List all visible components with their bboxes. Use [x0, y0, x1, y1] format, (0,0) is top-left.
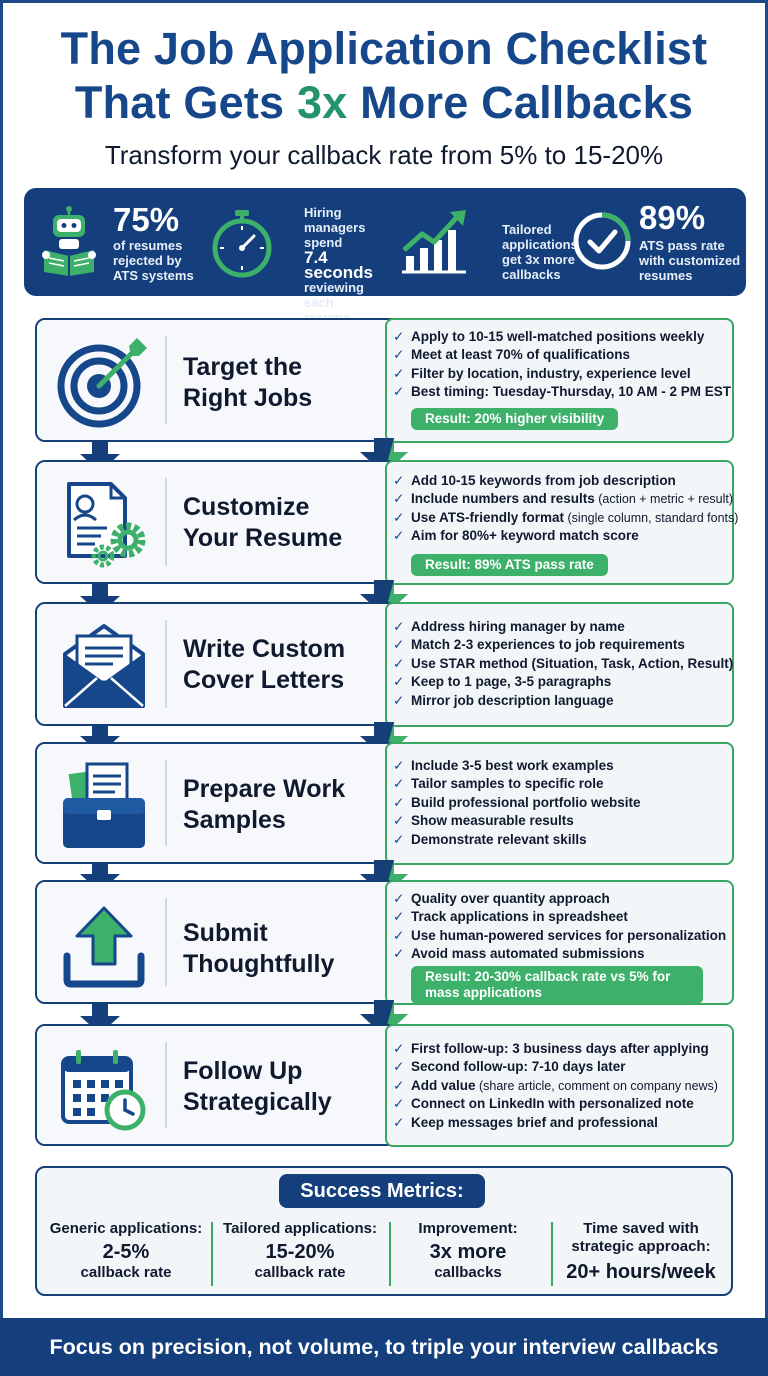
step-title: Follow Up Strategically — [183, 1057, 332, 1116]
step-title: Prepare Work Samples — [183, 775, 346, 834]
page-subtitle: Transform your callback rate from 5% to 15-20% — [104, 140, 664, 170]
step-checklist-panel — [385, 460, 739, 585]
step-bullets — [393, 328, 732, 402]
step-title: Target the Right Jobs — [183, 353, 313, 412]
resume-gears-icon — [55, 476, 153, 572]
stat-review-time — [204, 188, 394, 310]
metric-separator — [211, 1222, 213, 1286]
list-item: ✓ Connect on LinkedIn with personalized note — [393, 1096, 694, 1112]
stat-label: Tailored applications get 3x more callbacks — [502, 222, 578, 282]
list-item: ✓ Track applications in spreadsheet — [393, 909, 628, 925]
envelope-icon — [61, 622, 147, 710]
stat-label: Hiring managers spend 7.4 seconds reviewing each — [304, 205, 373, 310]
step-card-target-jobs — [35, 318, 733, 442]
step-divider — [165, 760, 167, 846]
list-item: ✓ Best timing: Tuesday-Thursday, 10 AM - 2 PM EST — [393, 384, 732, 400]
step-checklist-panel — [385, 318, 734, 443]
step-card-customize-resume — [35, 460, 739, 584]
step-divider — [165, 620, 167, 708]
step-card-cover-letters — [35, 602, 733, 726]
stat-ats-pass — [569, 188, 746, 296]
list-item: ✓ First follow-up: 3 business days after applying — [393, 1040, 709, 1056]
stat-value: 75% — [113, 201, 180, 238]
list-item: ✓ Match 2-3 experiences to job requirements — [393, 637, 685, 653]
list-item: ✓ Avoid mass automated submissions — [393, 946, 645, 962]
list-item: ✓ Second follow-up: 7-10 days later — [393, 1059, 626, 1075]
step-checklist-panel — [385, 602, 734, 727]
list-item: ✓ Apply to 10-15 well-matched positions weekly — [393, 328, 705, 344]
target-icon — [55, 336, 149, 428]
step-bullets — [393, 472, 739, 546]
list-item: ✓ Add 10-15 keywords from job description — [393, 472, 676, 488]
list-item: ✓ Tailor samples to specific role — [393, 776, 604, 792]
list-item: ✓ Use STAR method (Situation, Task, Action, Result) — [393, 655, 734, 671]
footer-banner: Focus on precision, not volume, to triple your interview callbacks — [0, 1318, 768, 1376]
metric-improvement: Improvement: 3x more callbacks — [418, 1220, 518, 1281]
stat-value: 89% — [639, 199, 706, 236]
list-item: ✓ Include numbers and results (action + metric + result) — [393, 491, 734, 507]
list-item: ✓ Use human-powered services for personalization — [393, 927, 727, 943]
step-divider — [165, 1042, 167, 1128]
list-item: ✓ Show measurable results — [393, 813, 574, 829]
step-card-follow-up — [35, 1024, 733, 1146]
step-checklist-panel — [385, 1024, 734, 1147]
growth-chart-icon — [400, 208, 470, 276]
step-divider — [165, 478, 167, 566]
step-bullets — [393, 757, 724, 850]
metric-tailored: Tailored applications: 15-20% callback rate — [223, 1220, 377, 1281]
list-item: ✓ Keep to 1 page, 3-5 paragraphs — [393, 674, 612, 690]
result-badge: Result: 89% ATS pass rate — [411, 554, 608, 576]
metric-generic: Generic applications: 2-5% callback rate — [49, 1220, 203, 1281]
step-divider — [165, 336, 167, 424]
step-title: Submit Thoughtfully — [183, 919, 335, 978]
list-item: ✓ Meet at least 70% of qualifications — [393, 347, 631, 363]
step-title: Write Custom Cover Letters — [183, 635, 346, 694]
calendar-clock-icon — [59, 1046, 151, 1132]
stat-label: of resumes rejected by ATS systems — [113, 238, 194, 283]
briefcase-icon — [59, 758, 149, 852]
list-item: ✓ Mirror job description language — [393, 692, 614, 708]
stopwatch-icon — [210, 208, 274, 278]
stat-label: ATS pass rate with customized resumes — [639, 238, 741, 283]
list-item: ✓ Quality over quantity approach — [393, 890, 610, 906]
step-bullets — [393, 1040, 724, 1133]
step-title: Customize Your Resume — [183, 493, 343, 552]
upload-icon — [61, 904, 147, 988]
page-title-line2: That Gets 3x More Callbacks — [74, 77, 694, 128]
result-badge: Result: 20-30% callback rate vs 5% for mass applications — [411, 966, 703, 1004]
result-badge: Result: 20% higher visibility — [411, 408, 618, 430]
page-title-line1: The Job Application Checklist — [60, 23, 708, 74]
step-checklist-panel — [385, 880, 734, 1005]
robot-reading-icon — [40, 206, 98, 276]
list-item: ✓ Keep messages brief and professional — [393, 1114, 658, 1130]
check-circle-icon — [571, 210, 633, 272]
list-item: ✓ Use ATS-friendly format (single column, standard fonts) — [393, 509, 739, 525]
list-item: ✓ Aim for 80%+ keyword match score — [393, 528, 639, 544]
metrics-title: Success Metrics: — [279, 1174, 485, 1208]
stats-banner — [24, 188, 746, 310]
metric-time-saved: Time saved with strategic approach: 20+ hours/week — [566, 1220, 716, 1283]
list-item: ✓ Filter by location, industry, experience level — [393, 365, 691, 381]
step-bullets — [393, 618, 734, 711]
step-divider — [165, 898, 167, 986]
step-bullets — [393, 890, 727, 964]
success-metrics-panel — [35, 1166, 733, 1296]
stat-ats-rejection — [24, 188, 204, 296]
step-checklist-panel — [385, 742, 734, 865]
stat-tailored — [394, 188, 578, 296]
list-item: ✓ Build professional portfolio website — [393, 794, 641, 810]
title-accent: 3x — [296, 77, 348, 128]
step-card-work-samples — [35, 742, 733, 864]
list-item: ✓ Demonstrate relevant skills — [393, 831, 587, 847]
step-card-submit — [35, 880, 733, 1004]
list-item: ✓ Add value (share article, comment on company news) — [393, 1077, 718, 1093]
list-item: ✓ Address hiring manager by name — [393, 618, 625, 634]
list-item: ✓ Include 3-5 best work examples — [393, 757, 614, 773]
